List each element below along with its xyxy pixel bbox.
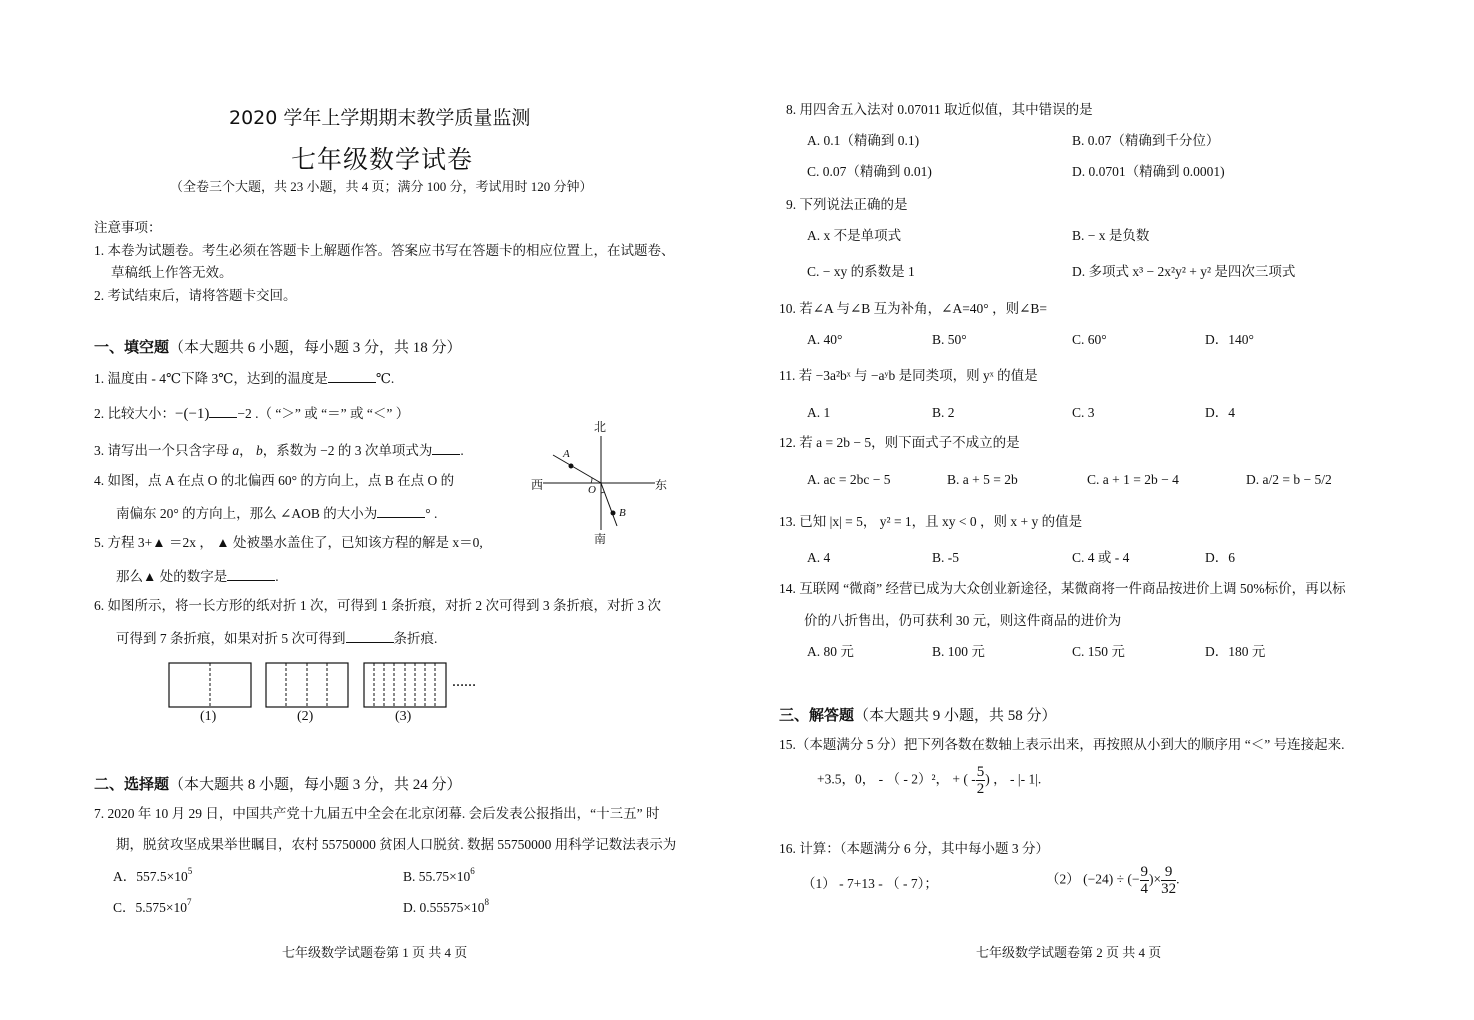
question-11: 11. 若 −3a²bˣ 与 −aʸb 是同类项，则 yˣ 的值是 xyxy=(779,368,1038,383)
section2-heading xyxy=(94,773,462,794)
question-1 xyxy=(94,368,394,388)
q9-option-a[interactable]: A. x 不是单项式 xyxy=(807,228,902,243)
question-12: 12. 若 a = 2b − 5，则下面式子不成立的是 xyxy=(779,435,1020,450)
section1-title: 一、填空题 xyxy=(94,338,170,356)
note-item-1: 1. 本卷为试题卷。考生必须在答题卡上解题作答。答案应书写在答题卡的相应位置上，在试题卷、 xyxy=(94,243,675,258)
q7-option-d[interactable] xyxy=(403,899,489,917)
q8-option-b[interactable]: B. 0.07（精确到千分位） xyxy=(1072,133,1220,148)
section3-heading xyxy=(779,704,1057,725)
question-13: 13. 已知 |x| = 5， y² = 1，且 xy < 0 ，则 x + y 的值是 xyxy=(779,514,1083,529)
compass-east-label: 东 xyxy=(655,478,668,492)
q12-option-c[interactable]: C. a + 1 = 2b − 4 xyxy=(1087,472,1179,487)
exam-title: 2020 学年上学期期末教学质量监测 xyxy=(229,107,531,129)
q2-expression: −(−1) xyxy=(175,406,210,422)
point-a-label: A xyxy=(563,448,570,460)
q3-text: 3. 请写出一个只含字母 xyxy=(94,443,229,458)
question-6-line1: 6. 如图所示，将一长方形的纸对折 1 次，可得到 1 条折痕，对折 2 次可得到 3 条折痕，对折 3 次 xyxy=(94,598,661,613)
q15-frac-den: 2 xyxy=(976,781,985,797)
point-b-label: B xyxy=(619,507,626,519)
q5-text: 那么▲ 处的数字是 xyxy=(116,569,228,584)
q3-end: . xyxy=(460,443,464,458)
q4-answer-blank[interactable] xyxy=(377,503,425,518)
q16-f2-num: 9 xyxy=(1161,864,1176,881)
question-14-line1: 14. 互联网 “微商” 经营已成为大众创业新途径，某微商将一件商品按进价上调 50%标价，再以标 xyxy=(779,581,1346,596)
q13-option-c[interactable]: C. 4 或 - 4 xyxy=(1072,550,1130,565)
section2-title: 二、选择题 xyxy=(94,775,170,793)
q4-text: 南偏东 20° 的方向上，那么 ∠AOB 的大小为 xyxy=(116,506,378,521)
q15-frac-num: 5 xyxy=(976,764,985,780)
q7-option-a-exp: 5 xyxy=(187,866,193,876)
note-item-1-cont: 草稿纸上作答无效。 xyxy=(111,265,233,280)
q7-option-b[interactable] xyxy=(403,868,475,886)
question-16: 16. 计算：（本题满分 6 分，其中每小题 3 分） xyxy=(779,841,1049,856)
exam-subtitle: 七年级数学试卷 xyxy=(291,145,474,174)
q16-p2-mid: )× xyxy=(1149,871,1162,887)
q7-option-c-exp: 7 xyxy=(187,897,192,907)
q13-option-b[interactable]: B. -5 xyxy=(932,550,959,565)
q1-text: 1. 温度由 - 4℃下降 3℃，达到的温度是 xyxy=(94,371,328,386)
q10-option-c[interactable]: C. 60° xyxy=(1072,332,1107,347)
note-item-2: 2. 考试结束后，请将答题卡交回。 xyxy=(94,288,297,303)
q7-option-a[interactable] xyxy=(113,868,192,886)
q16-f1-num: 9 xyxy=(1140,864,1148,880)
q16-p2-pre: （2） (−24) ÷ (− xyxy=(1046,871,1140,887)
q1-unit: ℃. xyxy=(375,371,395,386)
footer-page-2: 七年级数学试题卷第 2 页 共 4 页 xyxy=(976,945,1162,960)
compass-north-label: 北 xyxy=(594,420,607,434)
q6-end: 条折痕. xyxy=(393,631,438,646)
q11-option-d[interactable]: D．4 xyxy=(1205,405,1235,420)
q12-option-d[interactable]: D. a/2 = b − 5/2 xyxy=(1246,472,1332,487)
q7-option-b-exp: 6 xyxy=(470,866,475,876)
q14-option-d[interactable]: D．180 元 xyxy=(1205,644,1266,659)
question-2 xyxy=(94,403,409,423)
q7-option-c-text: C．5.575×10 xyxy=(113,900,187,915)
fold-label-3: (3) xyxy=(395,709,412,724)
q10-option-b[interactable]: B. 50° xyxy=(932,332,967,347)
q8-option-d[interactable]: D. 0.0701（精确到 0.0001) xyxy=(1072,164,1225,179)
question-6-line2 xyxy=(116,628,437,648)
q2-answer-blank[interactable] xyxy=(209,403,237,418)
q7-option-a-text: A．557.5×10 xyxy=(113,869,188,884)
q14-option-a[interactable]: A. 80 元 xyxy=(807,644,854,659)
q9-option-b[interactable]: B. − x 是负数 xyxy=(1072,228,1150,243)
q7-option-d-text: D. 0.55575×10 xyxy=(403,900,485,915)
q3-sep: ， xyxy=(239,443,253,458)
q3-text-2: ，系数为 −2 的 3 次单项式为 xyxy=(262,443,433,458)
section1-detail: （本大题共 6 小题，每小题 3 分，共 18 分） xyxy=(169,340,462,356)
footer-page-1: 七年级数学试题卷第 1 页 共 4 页 xyxy=(282,945,468,960)
question-5-line1: 5. 方程 3+▲ ＝2x ， ▲ 处被墨水盖住了，已知该方程的解是 x＝0, xyxy=(94,535,483,550)
q15-numbers-pre: +3.5，0， - （ - 2）²， + ( - xyxy=(817,771,976,787)
q16-part-2 xyxy=(1046,864,1179,897)
compass-south-label: 南 xyxy=(594,532,607,546)
q1-answer-blank[interactable] xyxy=(328,368,376,383)
q16-part-1: （1） - 7+13 - （ - 7）； xyxy=(802,876,938,891)
point-o-label: O xyxy=(588,484,596,496)
q16-fraction-2 xyxy=(1161,864,1176,897)
q6-text: 可得到 7 条折痕，如果对折 5 次可得到 xyxy=(116,631,346,646)
section3-detail: （本大题共 9 小题，共 58 分） xyxy=(854,708,1057,724)
q11-option-a[interactable]: A. 1 xyxy=(807,405,831,420)
q9-option-d[interactable]: D. 多项式 x³ − 2x²y² + y² 是四次三项式 xyxy=(1072,264,1296,279)
fold-ellipsis: …… xyxy=(452,675,476,689)
q10-option-a[interactable]: A. 40° xyxy=(807,332,843,347)
q2-options: −2 .（ “＞” 或 “＝” 或 “＜” ） xyxy=(237,406,410,421)
question-14-line2: 价的八折售出，仍可获利 30 元，则这件商品的进价为 xyxy=(804,613,1122,628)
question-9: 9. 下列说法正确的是 xyxy=(786,197,908,212)
q4-unit: ° . xyxy=(425,506,438,521)
question-7-line1: 7. 2020 年 10 月 29 日，中国共产党十九届五中全会在北京闭幕. 会后发表公报指出，“十三五” 时 xyxy=(94,806,660,821)
fold-label-1: (1) xyxy=(200,709,217,724)
question-4-line1: 4. 如图，点 A 在点 O 的北偏西 60° 的方向上，点 B 在点 O 的 xyxy=(94,473,455,488)
q13-option-a[interactable]: A. 4 xyxy=(807,550,831,565)
section3-title: 三、解答题 xyxy=(779,706,855,724)
question-15: 15.（本题满分 5 分）把下列各数在数轴上表示出来，再按照从小到大的顺序用 “＜” 号连接起来. xyxy=(779,737,1345,752)
q3-var-a: a xyxy=(232,443,240,458)
q3-answer-blank[interactable] xyxy=(432,440,460,455)
q14-option-c[interactable]: C. 150 元 xyxy=(1072,644,1125,659)
exam-info: （全卷三个大题，共 23 小题，共 4 页；满分 100 分，考试用时 120 分钟） xyxy=(170,179,593,194)
question-10: 10. 若∠A 与∠B 互为补角，∠A=40° ，则∠B= xyxy=(779,301,1048,316)
q6-answer-blank[interactable] xyxy=(346,628,394,643)
q10-option-d[interactable]: D．140° xyxy=(1205,332,1254,347)
q8-option-a[interactable]: A. 0.1（精确到 0.1) xyxy=(807,133,920,148)
q11-option-c[interactable]: C. 3 xyxy=(1072,405,1095,420)
q12-option-a[interactable]: A. ac = 2bc − 5 xyxy=(807,472,891,487)
q14-option-b[interactable]: B. 100 元 xyxy=(932,644,985,659)
q7-option-d-exp: 8 xyxy=(484,897,489,907)
compass-west-label: 西 xyxy=(531,478,544,492)
q15-numbers xyxy=(817,764,1041,797)
section1-heading xyxy=(94,336,462,357)
section2-detail: （本大题共 8 小题，每小题 3 分，共 24 分） xyxy=(169,777,462,793)
q16-f1-den: 4 xyxy=(1140,881,1148,897)
fold-figures xyxy=(168,661,488,731)
q7-option-c[interactable] xyxy=(113,899,192,917)
question-5-line2 xyxy=(116,566,279,586)
q8-option-c[interactable]: C. 0.07（精确到 0.01) xyxy=(807,164,932,179)
question-7-line2: 期，脱贫攻坚成果举世瞩目，农村 55750000 贫困人口脱贫. 数据 55750000 用科学记数法表示为 xyxy=(116,837,677,852)
compass-diagram xyxy=(525,418,675,548)
q5-answer-blank[interactable] xyxy=(227,566,275,581)
q12-option-b[interactable]: B. a + 5 = 2b xyxy=(947,472,1018,487)
compass-svg xyxy=(525,418,675,548)
q7-option-b-text: B. 55.75×10 xyxy=(403,869,471,884)
fold-figures-svg xyxy=(168,661,488,709)
question-3 xyxy=(94,440,464,460)
q3-var-b: b xyxy=(256,443,263,458)
question-4-line2 xyxy=(116,503,437,523)
q15-fraction xyxy=(976,764,986,797)
q16-fraction-1 xyxy=(1140,864,1150,897)
q5-end: . xyxy=(275,569,279,584)
question-8: 8. 用四舍五入法对 0.07011 取近似值，其中错误的是 xyxy=(786,102,1093,117)
notes-heading: 注意事项： xyxy=(94,220,162,235)
q16-p2-end: . xyxy=(1176,871,1180,887)
q2-text: 2. 比较大小： xyxy=(94,406,175,421)
q15-numbers-post: ) ， - |- 1|. xyxy=(985,771,1042,787)
fold-label-2: (2) xyxy=(297,709,314,724)
q9-option-c[interactable]: C. − xy 的系数是 1 xyxy=(807,264,915,279)
q11-option-b[interactable]: B. 2 xyxy=(932,405,955,420)
q13-option-d[interactable]: D．6 xyxy=(1205,550,1235,565)
q16-f2-den: 32 xyxy=(1161,881,1177,897)
